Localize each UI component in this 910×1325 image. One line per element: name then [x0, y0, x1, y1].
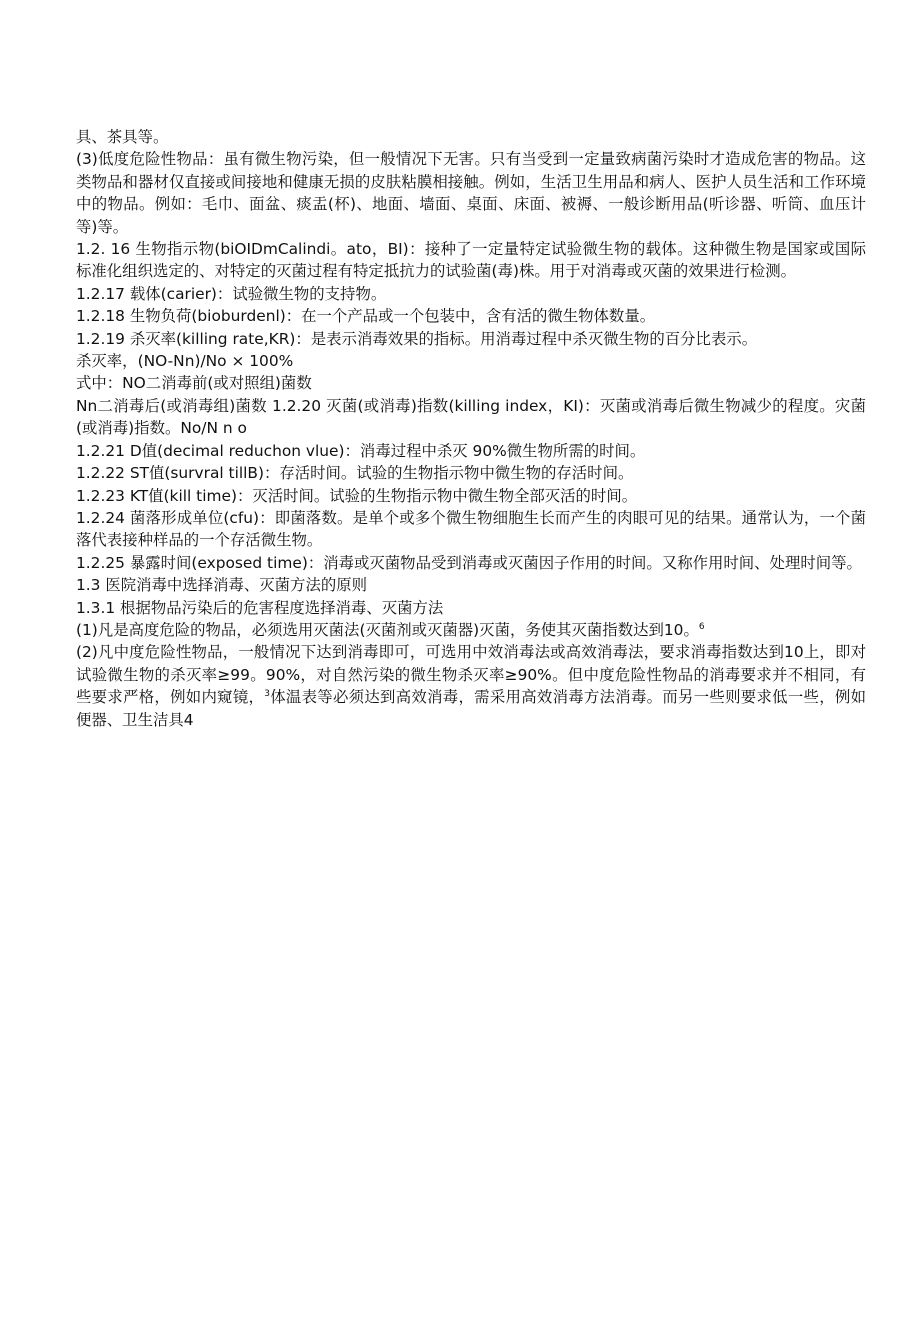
paragraph-cfu: 1.2.24 菌落形成单位(cfu)：即菌落数。是单个或多个微生物细胞生长而产生的肉眼可见的结果。通常认为，一个菌落代表接种样品的一个存活微生物。 — [76, 508, 866, 550]
paragraph-killing-index: Nn二消毒后(或消毒组)菌数 1.2.20 灭菌(或消毒)指数(killing index，KI)：灭菌或消毒后微生物减少的程度。灾菌(或消毒)指数。No/N n o — [76, 396, 866, 438]
section-heading: 1.3 医院消毒中选择消毒、灭菌方法的原则 — [76, 576, 368, 595]
paragraph-high-risk-items — [76, 619, 866, 641]
paragraph-carrier: 1.2.17 载体(carier)：试验微生物的支持物。 — [76, 284, 387, 303]
paragraph: 具、茶具等。 — [76, 128, 169, 146]
superscript: 3 — [264, 689, 270, 700]
paragraph-d-value: 1.2.21 D值(decimal reduchon vlue)：消毒过程中杀灭 90%微生物所需的时间。 — [76, 441, 646, 460]
paragraph-medium-risk-items — [76, 641, 866, 731]
paragraph-bioburden: 1.2.18 生物负荷(bioburdenl)：在一个产品或一个包装中，含有活的微生物体数量。 — [76, 307, 656, 326]
paragraph-exposed-time: 1.2.25 暴露时间(exposed time)：消毒或灭菌物品受到消毒或灭菌因子作用的时间。又称作用时间、处理时间等。 — [76, 553, 862, 572]
superscript: 6 — [698, 621, 705, 632]
paragraph-killing-rate: 1.2.19 杀灭率(killing rate,KR)：是表示消毒效果的指标。用消毒过程中杀灭微生物的百分比表示。 — [76, 329, 758, 348]
subsection-heading: 1.3.1 根据物品污染后的危害程度选择消毒、灭菌方法 — [76, 598, 444, 617]
paragraph-text: 体温表等必须达到高效消毒，需采用高效消毒方法消毒。而另一些则要求低一些，例如便器、卫生洁具4 — [76, 688, 866, 729]
formula-killing-rate: 杀灭率，(NO-Nn)/No × 100% — [76, 352, 294, 371]
document-page — [76, 126, 866, 731]
paragraph-st-value: 1.2.22 ST值(survral tillB)：存活时间。试验的生物指示物中微生物的存活时间。 — [76, 464, 634, 483]
formula-definition: 式中：NO二消毒前(或对照组)菌数 — [76, 374, 312, 393]
paragraph-text: (1)凡是高度危险的物品，必须选用灭菌法(灭菌剂或灭菌器)灭菌，务使其灭菌指数达到10。 — [76, 620, 699, 639]
paragraph-biological-indicator: 1.2. 16 生物指示物(biOIDmCalindi。ato，BI)：接种了一定量特定试验微生物的载体。这种微生物是国家或国际标准化组织选定的、对特定的灭菌过程有特定抵抗力的试验菌(毒)株。用于对消毒或灭菌的效果进行检测。 — [76, 240, 866, 281]
paragraph-text: (2)凡中度危险性物品，一般情况下达到消毒即可，可选用中效消毒法或高效消毒法，要求消毒指数达到10上，即对试验微生物的杀灭率≥99。90%，对自然污染的微生物杀灭率≥90%。但中度危险性物品的消毒要求并不相同，有些要求严格，例如内窥镜， — [76, 643, 866, 707]
paragraph-kt-value: 1.2.23 KT值(kill time)：灭活时间。试验的生物指示物中微生物全部灭活的时间。 — [76, 486, 638, 505]
paragraph-low-risk-items: (3)低度危险性物品：虽有微生物污染，但一般情况下无害。只有当受到一定量致病菌污染时才造成危害的物品。这类物品和器材仅直接或间接地和健康无损的皮肤粘膜相接触。例如，生活卫生用品和病人、医护人员生活和工作环境中的物品。例如：毛巾、面盆、痰盂(杯)、地面、墙面、桌面、床面、被褥、一般诊断用品(听诊器、听筒、血压计等)等。 — [76, 150, 866, 236]
